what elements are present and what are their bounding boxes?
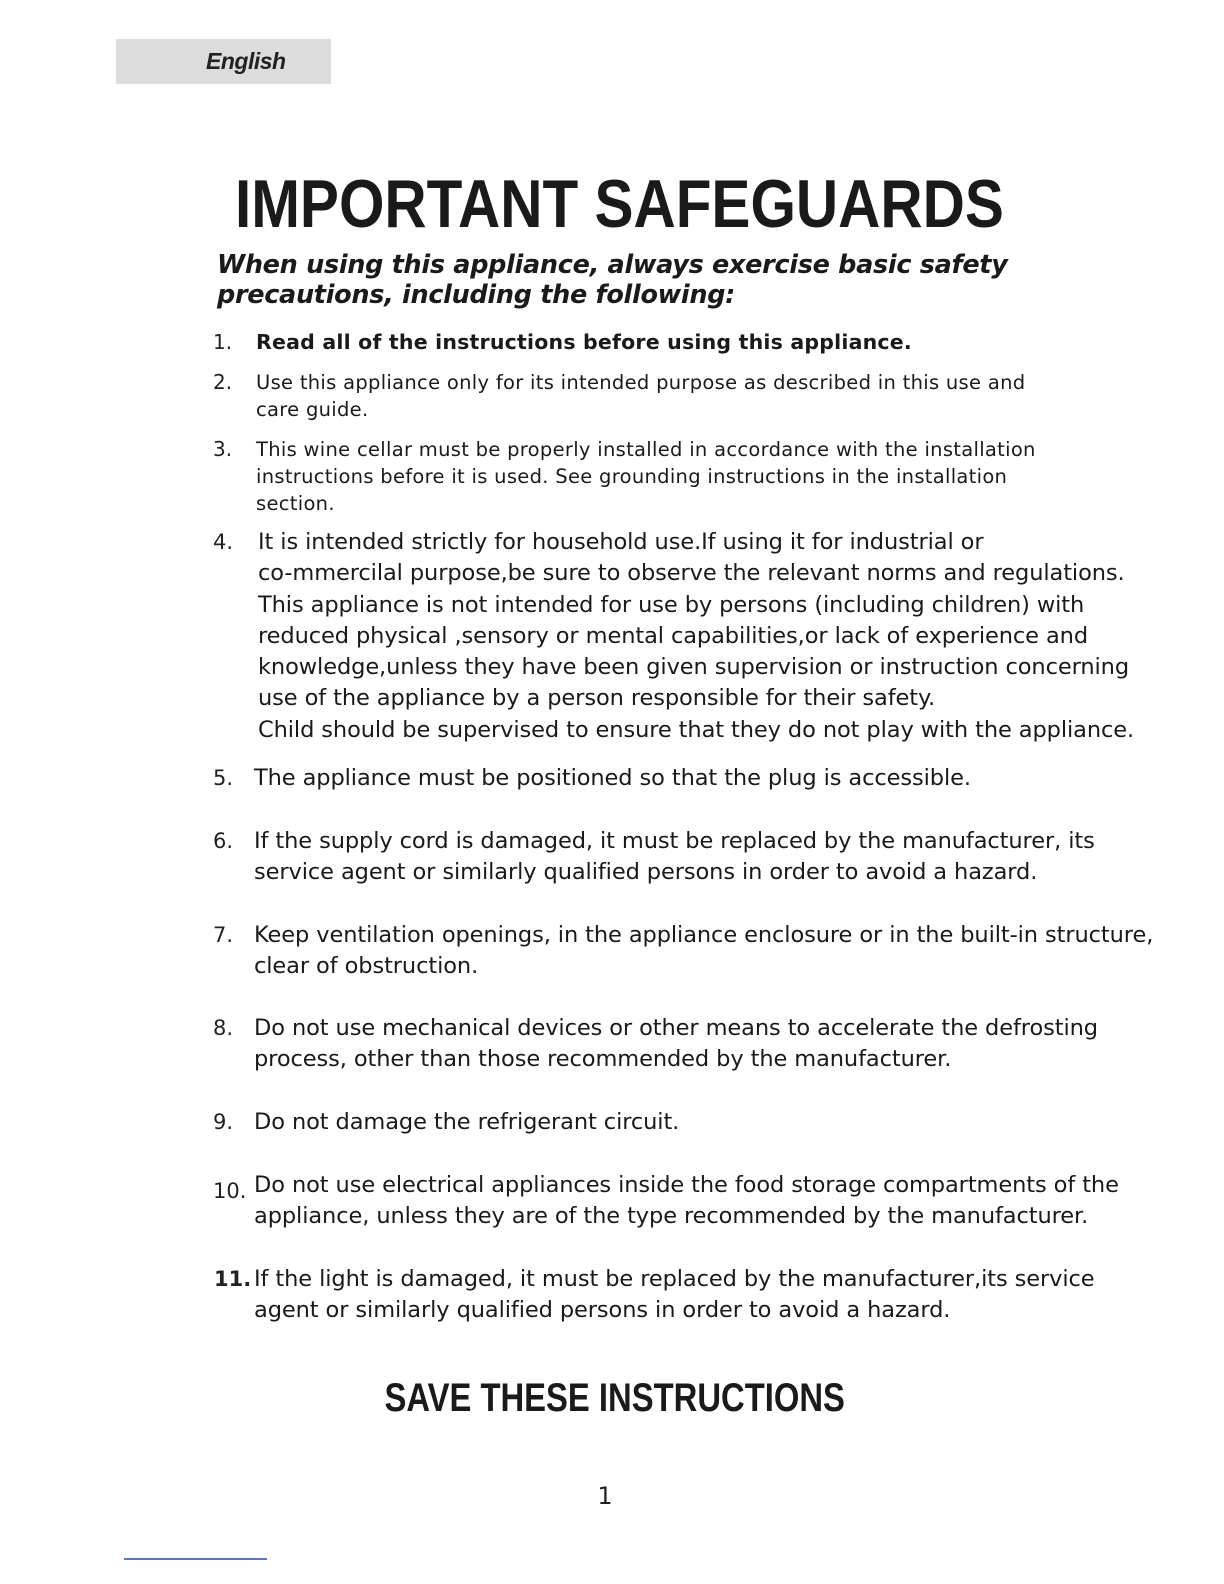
- subtitle: [217, 250, 1037, 310]
- item-text: [254, 763, 1134, 794]
- item-number: 11.: [214, 1267, 252, 1291]
- subtitle-line-1: When using this appliance, always exercise basic safety: [217, 250, 1008, 280]
- item-line: Use this appliance only for its intended purpose as described in this use and: [256, 371, 1026, 394]
- item-line: Do not damage the refrigerant circuit.: [254, 1109, 680, 1135]
- item-line: It is intended strictly for household use.If using it for industrial or: [258, 529, 984, 555]
- item-line: knowledge,unless they have been given supervision or instruction concerning: [258, 654, 1130, 681]
- page-title: IMPORTANT SAFEGUARDS: [234, 166, 1004, 242]
- item-line: process, other than those recommended by the manufacturer.: [254, 1046, 952, 1073]
- item-line: co-mmercilal purpose,be sure to observe the relevant norms and regulations.: [258, 560, 1125, 587]
- item-line: This appliance is not intended for use by persons (including children) with: [258, 591, 1085, 618]
- item-number: 10.: [213, 1179, 247, 1203]
- item-line: instructions before it is used. See grounding instructions in the installation: [256, 465, 1008, 488]
- item-text: [256, 369, 1136, 423]
- item-line: service agent or similarly qualified persons in order to avoid a hazard.: [254, 859, 1038, 886]
- item-line: This wine cellar must be properly installed in accordance with the installation: [256, 438, 1036, 461]
- item-text: [254, 1170, 1134, 1233]
- item-text: [254, 1264, 1134, 1327]
- item-number: 3.: [213, 437, 233, 461]
- item-text: [258, 527, 1138, 746]
- item-line: Read all of the instructions before using this appliance.: [256, 330, 912, 354]
- page-number: 1: [597, 1482, 613, 1510]
- item-line: reduced physical ,sensory or mental capabilities,or lack of experience and: [258, 622, 1089, 649]
- item-line: The appliance must be positioned so that the plug is accessible.: [254, 765, 971, 791]
- item-line: Do not use electrical appliances inside the food storage compartments of the: [254, 1172, 1119, 1198]
- item-number: 1.: [213, 330, 233, 354]
- item-line: section.: [256, 492, 335, 515]
- item-text: [254, 1107, 1134, 1138]
- item-line: appliance, unless they are of the type recommended by the manufacturer.: [254, 1203, 1089, 1230]
- item-text: [254, 1013, 1134, 1076]
- item-text: [254, 826, 1134, 889]
- item-text: [256, 436, 1136, 517]
- item-line: Keep ventilation openings, in the appliance enclosure or in the built-in structure,: [254, 922, 1154, 948]
- item-number: 7.: [213, 923, 234, 947]
- item-line: If the supply cord is damaged, it must be replaced by the manufacturer, its: [254, 828, 1095, 854]
- language-tab: English: [116, 39, 331, 84]
- item-text: [256, 327, 1136, 357]
- item-line: If the light is damaged, it must be replaced by the manufacturer,its service: [254, 1266, 1095, 1292]
- item-line: use of the appliance by a person responsible for their safety.: [258, 685, 936, 712]
- footer-rule: [124, 1558, 267, 1560]
- item-number: 9.: [213, 1110, 234, 1134]
- item-number: 4.: [213, 530, 234, 554]
- item-number: 5.: [213, 766, 234, 790]
- item-number: 6.: [213, 829, 234, 853]
- item-number: 2.: [213, 370, 233, 394]
- item-line: Do not use mechanical devices or other means to accelerate the defrosting: [254, 1015, 1098, 1041]
- item-line: clear of obstruction.: [254, 953, 479, 980]
- item-number: 8.: [213, 1016, 234, 1040]
- subtitle-line-2: precautions, including the following:: [217, 280, 736, 310]
- save-instructions-heading: SAVE THESE INSTRUCTIONS: [384, 1376, 845, 1420]
- item-text: [254, 920, 1154, 983]
- item-line: care guide.: [256, 398, 369, 421]
- item-line: agent or similarly qualified persons in order to avoid a hazard.: [254, 1297, 951, 1324]
- item-line: Child should be supervised to ensure that they do not play with the appliance.: [258, 716, 1135, 743]
